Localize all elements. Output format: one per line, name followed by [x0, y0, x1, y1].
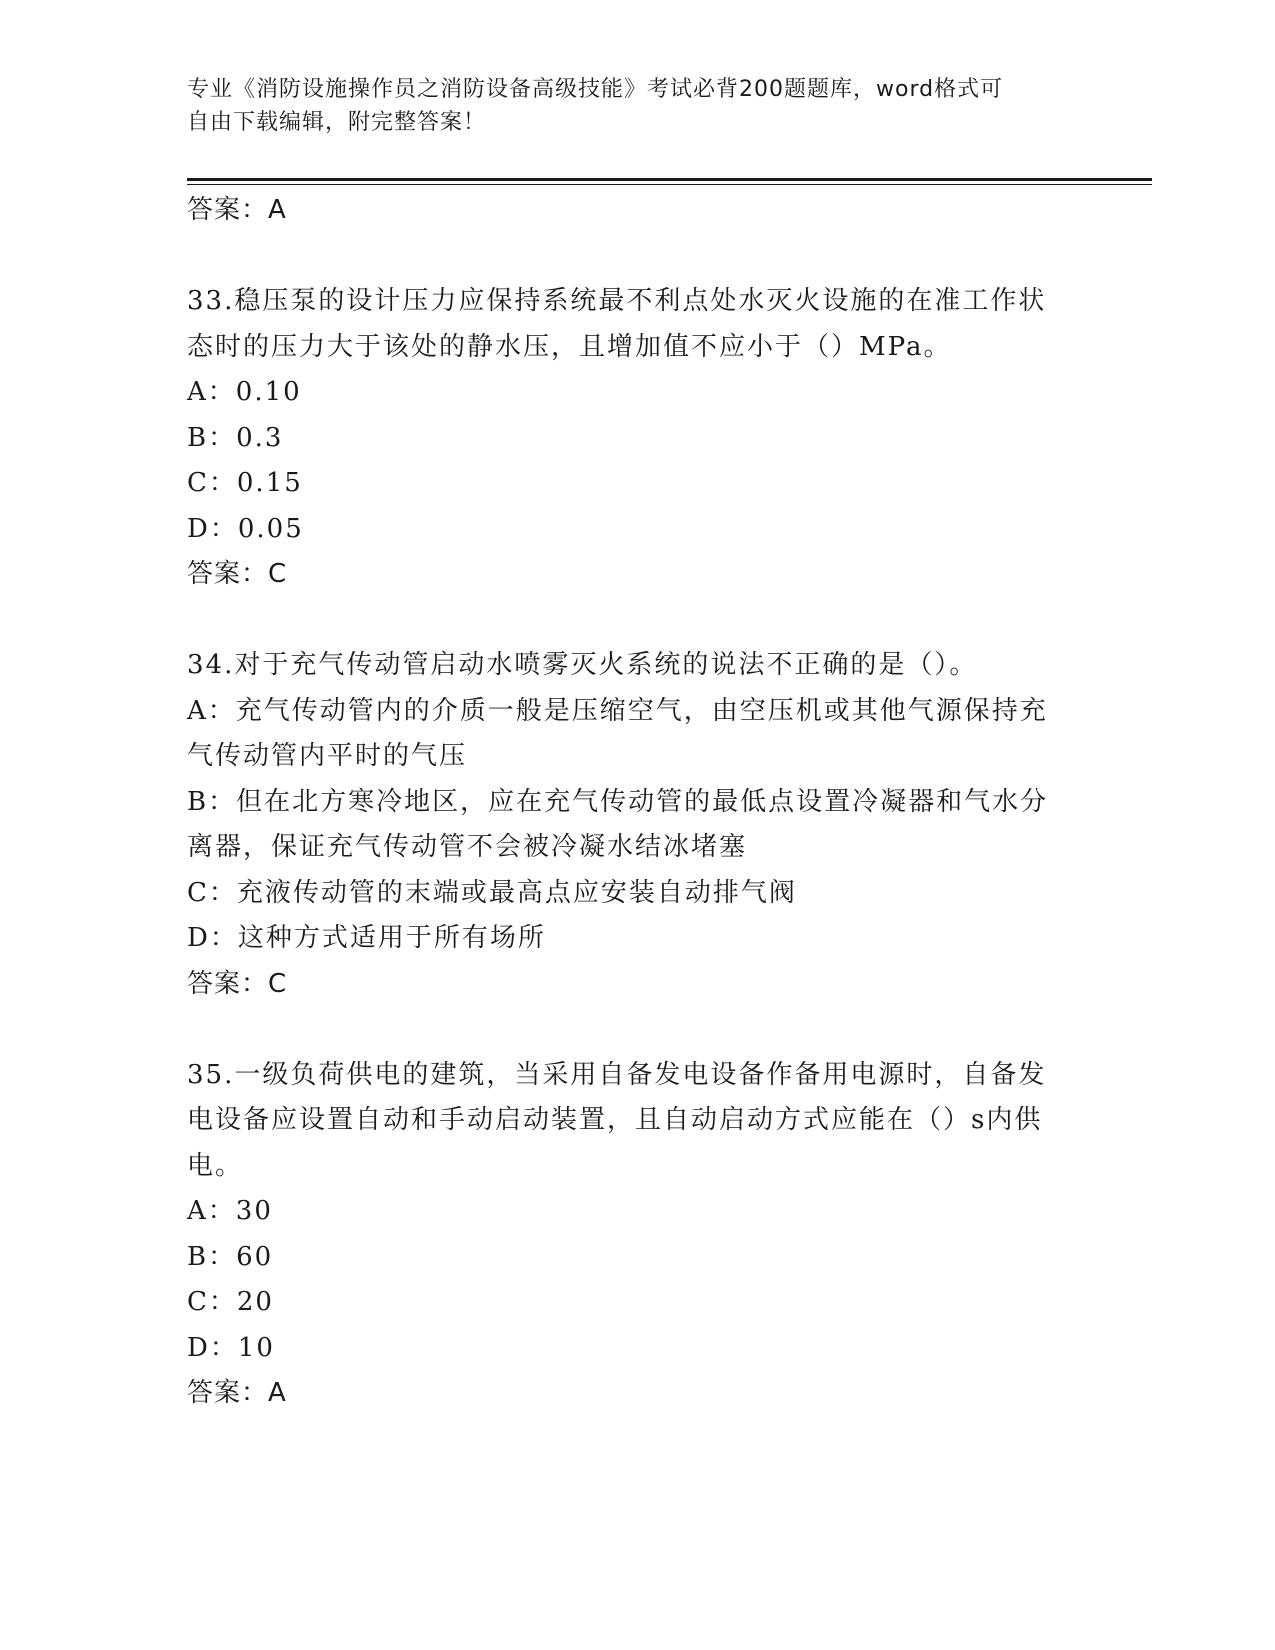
spacer	[187, 598, 1077, 644]
header-divider-thick	[187, 178, 1152, 181]
question-stem-line: 34.对于充气传动管启动水喷雾灭火系统的说法不正确的是（）。	[187, 650, 978, 680]
option-a: A：充气传动管内的介质一般是压缩空气，由空压机或其他气源保持充	[187, 695, 1048, 726]
answer-line: 答案：C	[187, 559, 288, 589]
question-stem-line: 电。	[187, 1150, 244, 1181]
question-block	[187, 643, 1077, 1007]
answer-line: 答案：A	[187, 195, 287, 225]
option-b: B：60	[187, 1241, 274, 1272]
question-block	[187, 279, 1077, 598]
question-block	[187, 1053, 1077, 1417]
question-stem-line: 电设备应设置自动和手动启动装置，且自动启动方式应能在（）s内供	[187, 1105, 1043, 1135]
option-d: D：0.05	[187, 513, 304, 544]
option-b: B：0.3	[187, 422, 284, 453]
option-c: C：0.15	[187, 468, 303, 498]
option-a-continued: 气传动管内平时的气压	[187, 741, 468, 771]
question-stem-line: 35.一级负荷供电的建筑，当采用自备发电设备作备用电源时，自备发	[187, 1059, 1047, 1090]
header-line-1: 专业《消防设施操作员之消防设备高级技能》考试必背200题题库，word格式可	[187, 77, 1004, 102]
document-header	[187, 73, 1067, 139]
option-c: C：20	[187, 1287, 274, 1317]
answer-line: 答案：C	[187, 968, 288, 999]
option-a: A：30	[187, 1196, 273, 1226]
question-content	[187, 188, 1077, 1417]
option-d: D：这种方式适用于所有场所	[187, 923, 546, 953]
question-stem-line: 33.稳压泵的设计压力应保持系统最不利点处水灭火设施的在准工作状	[187, 286, 1047, 316]
option-b-continued: 离器，保证充气传动管不会被冷凝水结冰堵塞	[187, 832, 748, 862]
header-divider-thin	[187, 184, 1152, 185]
option-b: B：但在北方寒冷地区，应在充气传动管的最低点设置冷凝器和气水分	[187, 786, 1049, 817]
option-d: D：10	[187, 1332, 275, 1363]
answer-line: 答案：A	[187, 1378, 287, 1408]
question-stem-line: 态时的压力大于该处的静水压，且增加值不应小于（）MPa。	[187, 331, 952, 362]
spacer	[187, 234, 1077, 280]
option-c: C：充液传动管的末端或最高点应安装自动排气阀	[187, 877, 797, 908]
spacer	[187, 1007, 1077, 1053]
option-a: A：0.10	[187, 377, 302, 407]
header-line-2: 自由下载编辑，附完整答案！	[187, 110, 487, 135]
